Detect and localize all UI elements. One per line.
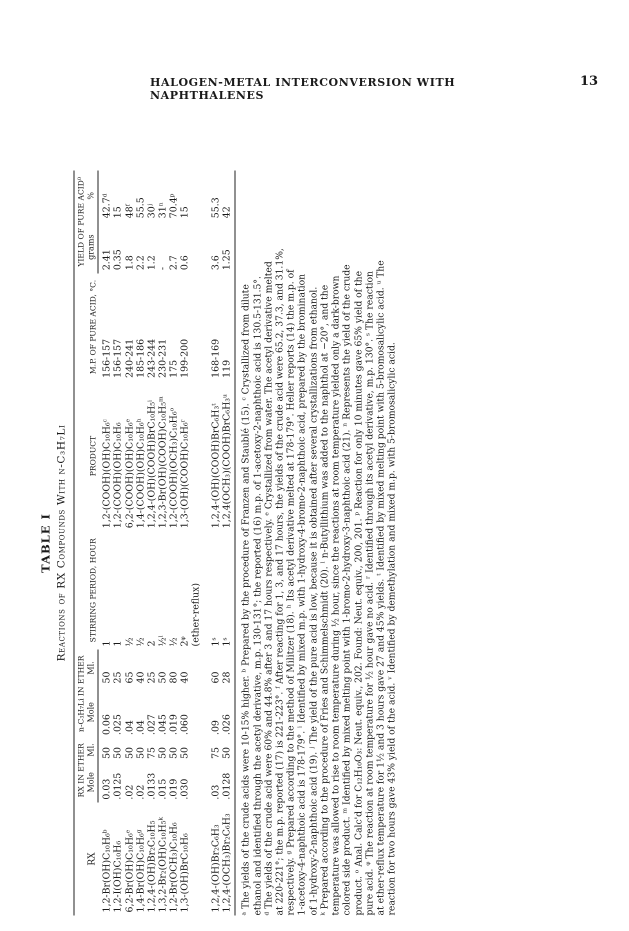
cell-mole: .02 (135, 784, 147, 800)
footnote-line: pure acid. ᵠ The reaction at room temperature for ½ hour gave no acid. ʳ Identified through its acetyl derivative, m.p. 130°. ˢ The reaction (364, 271, 376, 916)
table-footnotes (241, 171, 398, 916)
cell-stirring: 1 (101, 640, 113, 647)
cell-rx: 1,2-I(OH)C₁₀H₆ (112, 840, 124, 913)
cell-product: 1,2-(COOH)(OH)C₁₀H₆ᶜ (101, 419, 113, 529)
cell-stirring: (ether-reflux) (190, 582, 202, 647)
table-row (124, 171, 135, 916)
cell-product: 6,2-(COOH)(OH)C₁₀H₆ᵉ (124, 418, 136, 529)
cell-mole: .03 (210, 784, 222, 800)
cell-ml-li: 50 (101, 671, 113, 684)
cell-mp: 156-157 (112, 338, 124, 378)
cell-percent: 48ᶠ (124, 204, 136, 219)
cell-mole-li: 0.06 (101, 714, 113, 736)
cell-mole-li: .09 (210, 720, 222, 736)
header-grams: grams (86, 221, 98, 273)
cell-rx: 1,3,2-Br₂(OH)C₁₀H₅ᵏ (157, 817, 169, 913)
cell-ml: 50 (112, 746, 124, 759)
cell-ml-li: 65 (124, 671, 136, 684)
cell-mole: .0125 (112, 772, 124, 800)
cell-mp: 175 (168, 359, 180, 378)
rotated-table-block (40, 171, 430, 916)
header-ml: Ml. (86, 738, 98, 762)
cell-stirring: 1ˢ (222, 531, 236, 649)
table-row (202, 171, 222, 916)
table-row (191, 171, 202, 916)
cell-stirring: ½ (168, 637, 180, 647)
cell-rx (191, 803, 202, 916)
cell-stirring: 1ˢ (210, 637, 222, 647)
cell-percent: 30ʲ (146, 203, 158, 219)
reactions-table (73, 171, 235, 916)
running-header: HALOGEN-METAL INTERCONVERSION WITH NAPHTHALENES (150, 76, 456, 102)
footnote-line: ᵃ The yields of the crude acids were 10-15% higher. ᵇ Prepared by the procedure of Franzen and Staublé (15). ᶜ Crystallized from dilute (240, 284, 252, 916)
cell-grams: 1.8 (124, 255, 136, 271)
cell-grams: 2.41 (101, 249, 113, 271)
cell-mp (191, 273, 202, 381)
cell-mole: .019 (168, 778, 180, 800)
table-row (113, 171, 124, 916)
footnote-line: ᵏ Prepared according to the procedure of Fries and Schimmelschmidt (20). ˡ n-Butyllithium was added to the naphthol at −20°, and the (319, 284, 331, 916)
cell-mole-li (191, 686, 202, 738)
cell-mole-li: .045 (157, 714, 169, 736)
cell-product (191, 381, 202, 531)
footnote-line: at 220-221°; the m.p. reported (17) is 221-223°. ᶠ After reacting for 1, 3, and 17 hours, the yields of the crude acid were 65.2, 37.3, and 31.1%, (274, 248, 286, 916)
footnote-line: ethanol and identified through the acetyl derivative, m.p. 130-131°; the reported (16) m.p. of 1-acetoxy-2-naphthoic acid is 130.5-131.5°. (252, 276, 264, 916)
table-row (179, 171, 190, 916)
cell-ml: 50 (135, 746, 147, 759)
cell-grams: 3.6 (210, 255, 222, 271)
cell-grams (191, 221, 202, 273)
table-row (98, 171, 113, 916)
cell-mole: .0133 (146, 772, 158, 800)
header-rx: RX (74, 803, 98, 916)
cell-percent: 15 (112, 206, 124, 219)
cell-ml-li: 28 (222, 649, 236, 686)
cell-ml: 50 (179, 746, 191, 759)
cell-ml-li (191, 649, 202, 686)
cell-rx: 1,4-Br(OH)C₁₀H₆ᵍ (135, 829, 147, 913)
cell-rx: 1,2-Br(OCH₃)C₁₀H₆ (168, 822, 180, 913)
cell-ml-li: 40 (135, 671, 147, 684)
cell-rx: 1,2-Br(OH)C₁₀H₆ᵇ (101, 829, 113, 913)
cell-product: 1,3-(OH)(COOH)C₁₀H₆ʳ (179, 419, 191, 529)
cell-ml: 50 (168, 746, 180, 759)
cell-mp: 243-244 (146, 338, 158, 378)
footnote-line: at ether-reflux temperature for 1½ and 3 hours gave 27 and 45% yields. ᵗ Identified by mixed melting point with 5-bromosalicylic acid. ᵘ The (375, 260, 387, 916)
cell-percent: 42 (222, 171, 236, 222)
cell-rx: 1,2,4-(OCH₃)Br₂C₆H₃ (222, 803, 236, 916)
header-yield: YIELD OF PURE ACID⁰ (74, 171, 86, 274)
footnote-line: temperature was allowed to rise to room temperature during ½ hour, since the reactions at room temperature yielded only a dark-brown (330, 275, 342, 916)
cell-product: 1,2,4-(OH)(COOH)BrC₆H₃ᵗ (210, 403, 222, 529)
cell-grams: 2.2 (135, 255, 147, 271)
cell-mole (191, 762, 202, 803)
cell-ml: 75 (146, 746, 158, 759)
footnote-line: of 1-hydroxy-2-naphthoic acid (19). ʲ The yield of the pure acid is low, because it is obtained after several crystallizations from ethanol. (308, 286, 320, 916)
cell-mole: .030 (179, 778, 191, 800)
cell-ml-li: 25 (112, 671, 124, 684)
cell-ml: 50 (157, 746, 169, 759)
page-number: 13 (580, 74, 599, 89)
footnote-line: respectively. ᵍ Prepared according to the method of Militzer (18). ʰ Its acetyl derivative melted at 178-179°. Heller reports (14) the m.p. of (285, 269, 297, 916)
cell-mole-li: .019 (168, 714, 180, 736)
table-row (157, 171, 168, 916)
cell-mp: 230-231 (157, 338, 169, 378)
table-subtitle: Reactions of RX Compounds With n-C₃H₇Li (55, 424, 68, 662)
cell-grams: 1.2 (146, 255, 158, 271)
cell-mole: 0.03 (101, 778, 113, 800)
cell-product: 1,2-(COOH)(OH)C₁₀H₆ (112, 422, 124, 529)
cell-grams: 0.6 (179, 255, 191, 271)
cell-stirring: ½ˡ (157, 635, 169, 647)
header-mole-li: Mole (86, 686, 98, 738)
cell-percent (191, 171, 202, 222)
cell-product: 1,4-(COOH)(OH)C₁₀H₆ʰ (135, 418, 147, 529)
header-stirring: STIRRING PERIOD, HOUR (74, 531, 98, 649)
header-rx-in-ether: RX IN ETHER (74, 738, 86, 803)
cell-mole-li: .025 (112, 714, 124, 736)
table-title: TABLE I (38, 513, 53, 573)
cell-mole-li: .026 (222, 686, 236, 738)
cell-stirring: 1 (112, 640, 124, 647)
cell-mole-li: .027 (146, 714, 158, 736)
cell-product: 1,2,4-(OH)(COOH)BrC₁₀H₅ⁱ (146, 400, 158, 529)
cell-ml-li: 80 (168, 671, 180, 684)
cell-ml (191, 738, 202, 762)
header-ml-li: Ml. (86, 649, 98, 686)
cell-percent: 55.3 (210, 197, 222, 219)
header-mole: Mole (86, 762, 98, 803)
cell-product: 1,2,4(OCH₃)(COOH)BrC₆H₃ᵘ (222, 381, 236, 531)
header-percent: % (86, 171, 98, 222)
cell-ml: 50 (101, 746, 113, 759)
cell-mole-li: .04 (135, 720, 147, 736)
cell-rx: 6,2-Br(OH)C₁₀H₆ᵉ (124, 829, 136, 913)
cell-mole: .0128 (222, 762, 236, 803)
header-li-in-ether: n-C₃H₇Li IN ETHER (74, 649, 86, 738)
cell-grams: 2.7 (168, 255, 180, 271)
cell-rx: 1,2,4-(OH)Br₂C₁₀H₅ (146, 820, 158, 913)
cell-mp: 156-157 (101, 338, 113, 378)
cell-mole: .02 (124, 784, 136, 800)
cell-percent: 55.5 (135, 197, 147, 219)
cell-grams: - (157, 266, 169, 271)
cell-ml-li: 50 (157, 671, 169, 684)
table-row (146, 171, 157, 916)
cell-mp: 240-241 (124, 338, 136, 378)
cell-grams: 1.25 (222, 221, 236, 273)
footnote-line: colored side product. ᵐ Identified by mixed melting point with 1-bromo-2-hydroxy-3-naphthoic acid (21). ⁿ Represents the yield of the crude (341, 264, 353, 916)
footnote-line: ᵈ The yields of the crude acid were 60% and 44.8% after 3 and 17 hours respectively. ᵉ Crystallized from water. The acetyl derivative melted (263, 261, 275, 916)
cell-percent: 15 (179, 206, 191, 219)
cell-percent: 70.4ᵖ (168, 193, 180, 219)
cell-product: 1,2,3-Br(OH)(COOH)C₁₀H₅ᵐ (157, 396, 169, 529)
cell-stirring: 2 (146, 640, 158, 647)
table-row (168, 171, 179, 916)
table-row (222, 171, 236, 916)
cell-mole: .015 (157, 778, 169, 800)
cell-stirring: ½ (135, 637, 147, 647)
header-product: PRODUCT (74, 381, 98, 531)
cell-mp: 168-169 (210, 338, 222, 378)
cell-ml-li: 60 (210, 671, 222, 684)
cell-rx: 1,3-(OH)BrC₁₀H₆ (179, 833, 191, 913)
footnote-line: reaction for two hours gave 43% yield of the acid. ᵛ Identified by demethylation and mixed m.p. with 5-bromosalicylic acid. (386, 342, 398, 916)
header-mp: M.P. OF PURE ACID, °C. (74, 273, 98, 381)
cell-percent: 42.7ᵈ (101, 193, 113, 219)
cell-stirring: 2ᵠ (179, 636, 191, 647)
cell-ml-li: 25 (146, 671, 158, 684)
cell-stirring: ½ (124, 637, 136, 647)
cell-mole-li: .060 (179, 714, 191, 736)
cell-product: 1,2-(COOH)(OCH₃)C₁₀H₆ᵒ (168, 407, 180, 529)
footnote-line: product. ᵒ Anal. Calc'd for C₁₂H₁₀O₃: Neut. equiv., 202. Found: Neut. equiv., 200, 201. ᵖ Reaction for only 10 minutes gave 65% yield of the (353, 270, 365, 916)
cell-grams: 0.35 (112, 249, 124, 271)
cell-mp: 119 (222, 273, 236, 381)
cell-mp: 199-200 (179, 338, 191, 378)
table-row (135, 171, 146, 916)
cell-ml: 50 (124, 746, 136, 759)
cell-ml-li: 40 (179, 671, 191, 684)
cell-ml: 75 (210, 746, 222, 759)
cell-mp: 185-186 (135, 338, 147, 378)
cell-rx: 1,2,4-(OH)Br₂C₆H₃ (210, 824, 222, 913)
cell-mole-li: .04 (124, 720, 136, 736)
cell-percent: 31ⁿ (157, 202, 169, 219)
cell-ml: 50 (222, 738, 236, 762)
footnote-line: 1-acetoxy-4-naphthoic acid is 178-179°. ⁱ Identified by mixed m.p. with 1-hydroxy-4-bromo-2-naphthoic acid, prepared by the bromination (296, 273, 308, 916)
